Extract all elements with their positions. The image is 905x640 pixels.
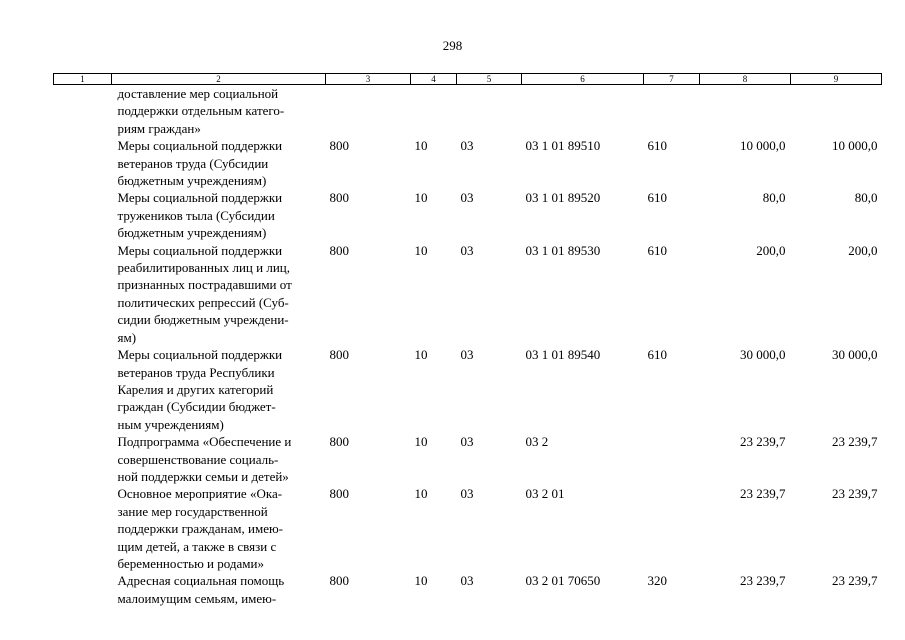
table-body [54, 85, 882, 608]
table-header [54, 74, 882, 85]
ministry-code-cell: 800 [329, 434, 349, 450]
amount-cell: 23 239,7 [832, 573, 878, 589]
section-cell: 10 [414, 573, 428, 589]
header-row [54, 74, 882, 85]
amount-cell: 23 239,7 [832, 434, 878, 450]
subsection-cell: 03 [460, 138, 474, 154]
row-number-cell [54, 85, 112, 138]
item-name-cell [112, 242, 326, 346]
amount-cell: 200,0 [756, 242, 786, 258]
table-row [54, 137, 882, 189]
amount-cell: 10 000,0 [832, 138, 878, 154]
target-article-cell [522, 85, 644, 138]
column-header: 2 [112, 74, 326, 85]
target-article-cell: 03 2 [525, 434, 549, 450]
item-name-cell [112, 85, 326, 138]
row-number-cell [54, 433, 112, 485]
item-name-line: сидии бюджетным учреждени- [117, 312, 289, 328]
subsection-cell: 03 [460, 573, 474, 589]
row-number-cell [54, 572, 112, 607]
column-header: 9 [791, 74, 882, 85]
amount-cell [700, 85, 791, 138]
ministry-code-cell: 800 [329, 486, 349, 502]
section-cell [411, 85, 457, 138]
row-number-cell [54, 485, 112, 572]
amount-cell: 10 000,0 [740, 138, 786, 154]
row-number-cell [54, 189, 112, 241]
table-row [54, 346, 882, 433]
item-name-line: политических репрессий (Суб- [117, 294, 289, 310]
subsection-cell: 03 [460, 486, 474, 502]
item-name-cell [112, 137, 326, 189]
section-cell: 10 [414, 347, 428, 363]
row-number-cell [54, 137, 112, 189]
item-name-line: Подпрограмма «Обеспечение и [117, 434, 292, 450]
ministry-code-cell: 800 [329, 190, 349, 206]
item-name-line: Адресная социальная помощь [117, 573, 285, 589]
ministry-code-cell: 800 [329, 242, 349, 258]
item-name-cell [112, 572, 326, 607]
item-name-cell [112, 189, 326, 241]
section-cell: 10 [414, 486, 428, 502]
column-header: 7 [644, 74, 700, 85]
amount-cell: 30 000,0 [832, 347, 878, 363]
item-name-line: Меры социальной поддержки [117, 347, 283, 363]
item-name-line: реабилитированных лиц и лиц, [117, 260, 290, 276]
expense-type-cell: 610 [647, 190, 667, 206]
ministry-code-cell [326, 85, 411, 138]
amount-cell: 23 239,7 [740, 486, 786, 502]
section-cell: 10 [414, 242, 428, 258]
column-header: 6 [522, 74, 644, 85]
item-name-line: граждан (Субсидии бюджет- [117, 399, 276, 415]
section-cell: 10 [414, 190, 428, 206]
column-header: 3 [326, 74, 411, 85]
budget-table [53, 73, 882, 607]
amount-cell: 30 000,0 [740, 347, 786, 363]
item-name-line: совершенствование социаль- [117, 451, 279, 467]
target-article-cell: 03 2 01 70650 [525, 573, 601, 589]
item-name-line: поддержки гражданам, имею- [117, 521, 284, 537]
item-name-line: бюджетным учреждениям) [117, 225, 267, 241]
ministry-code-cell: 800 [329, 573, 349, 589]
amount-cell: 80,0 [854, 190, 878, 206]
item-name-line: щим детей, а также в связи с [117, 538, 277, 554]
column-header: 8 [700, 74, 791, 85]
item-name-line: ветеранов труда (Субсидии [117, 155, 269, 171]
target-article-cell: 03 1 01 89520 [525, 190, 601, 206]
amount-cell: 23 239,7 [832, 486, 878, 502]
item-name-line: поддержки отдельным катего- [117, 103, 285, 119]
ministry-code-cell: 800 [329, 138, 349, 154]
item-name-line: малоимущим семьям, имею- [117, 590, 277, 606]
expense-type-cell [644, 433, 700, 485]
section-cell: 10 [414, 138, 428, 154]
expense-type-cell: 610 [647, 242, 667, 258]
column-header: 4 [411, 74, 457, 85]
column-header: 5 [457, 74, 522, 85]
item-name-line: ветеранов труда Республики [117, 364, 275, 380]
target-article-cell: 03 2 01 [525, 486, 565, 502]
amount-cell: 23 239,7 [740, 434, 786, 450]
target-article-cell: 03 1 01 89530 [525, 242, 601, 258]
column-header: 1 [54, 74, 112, 85]
expense-type-cell: 320 [647, 573, 667, 589]
item-name-line: ной поддержки семьи и детей» [117, 468, 289, 484]
table-row [54, 189, 882, 241]
item-name-line: Меры социальной поддержки [117, 138, 283, 154]
item-name-line: беременностью и родами» [117, 555, 264, 571]
item-name-line: зание мер государственной [117, 503, 268, 519]
item-name-line: тружеников тыла (Субсидии [117, 207, 275, 223]
item-name-line: ным учреждениям) [117, 416, 224, 432]
item-name-line: Карелия и других категорий [117, 381, 274, 397]
target-article-cell: 03 1 01 89510 [525, 138, 601, 154]
item-name-line: бюджетным учреждениям) [117, 173, 267, 189]
expense-type-cell: 610 [647, 138, 667, 154]
item-name-cell [112, 485, 326, 572]
expense-type-cell: 610 [647, 347, 667, 363]
subsection-cell: 03 [460, 434, 474, 450]
row-number-cell [54, 242, 112, 346]
section-cell: 10 [414, 434, 428, 450]
item-name-line: ям) [117, 329, 137, 345]
table-row [54, 572, 882, 607]
item-name-line: Основное мероприятие «Ока- [117, 486, 283, 502]
subsection-cell: 03 [460, 347, 474, 363]
item-name-cell [112, 433, 326, 485]
amount-cell: 80,0 [762, 190, 786, 206]
item-name-cell [112, 346, 326, 433]
subsection-cell [457, 85, 522, 138]
item-name-line: признанных пострадавшими от [117, 277, 292, 293]
subsection-cell: 03 [460, 242, 474, 258]
item-name-line: Меры социальной поддержки [117, 190, 283, 206]
ministry-code-cell: 800 [329, 347, 349, 363]
subsection-cell: 03 [460, 190, 474, 206]
expense-type-cell [644, 485, 700, 572]
expense-type-cell [644, 85, 700, 138]
item-name-line: доставление мер социальной [117, 86, 279, 101]
item-name-line: риям граждан» [117, 120, 201, 136]
row-number-cell [54, 346, 112, 433]
table-row [54, 433, 882, 485]
table-row [54, 242, 882, 346]
target-article-cell: 03 1 01 89540 [525, 347, 601, 363]
amount-cell: 200,0 [848, 242, 878, 258]
item-name-line: Меры социальной поддержки [117, 242, 283, 258]
page-number: 298 [442, 38, 463, 53]
table-row [54, 485, 882, 572]
amount-cell: 23 239,7 [740, 573, 786, 589]
amount-cell [791, 85, 882, 138]
table-row [54, 85, 882, 138]
